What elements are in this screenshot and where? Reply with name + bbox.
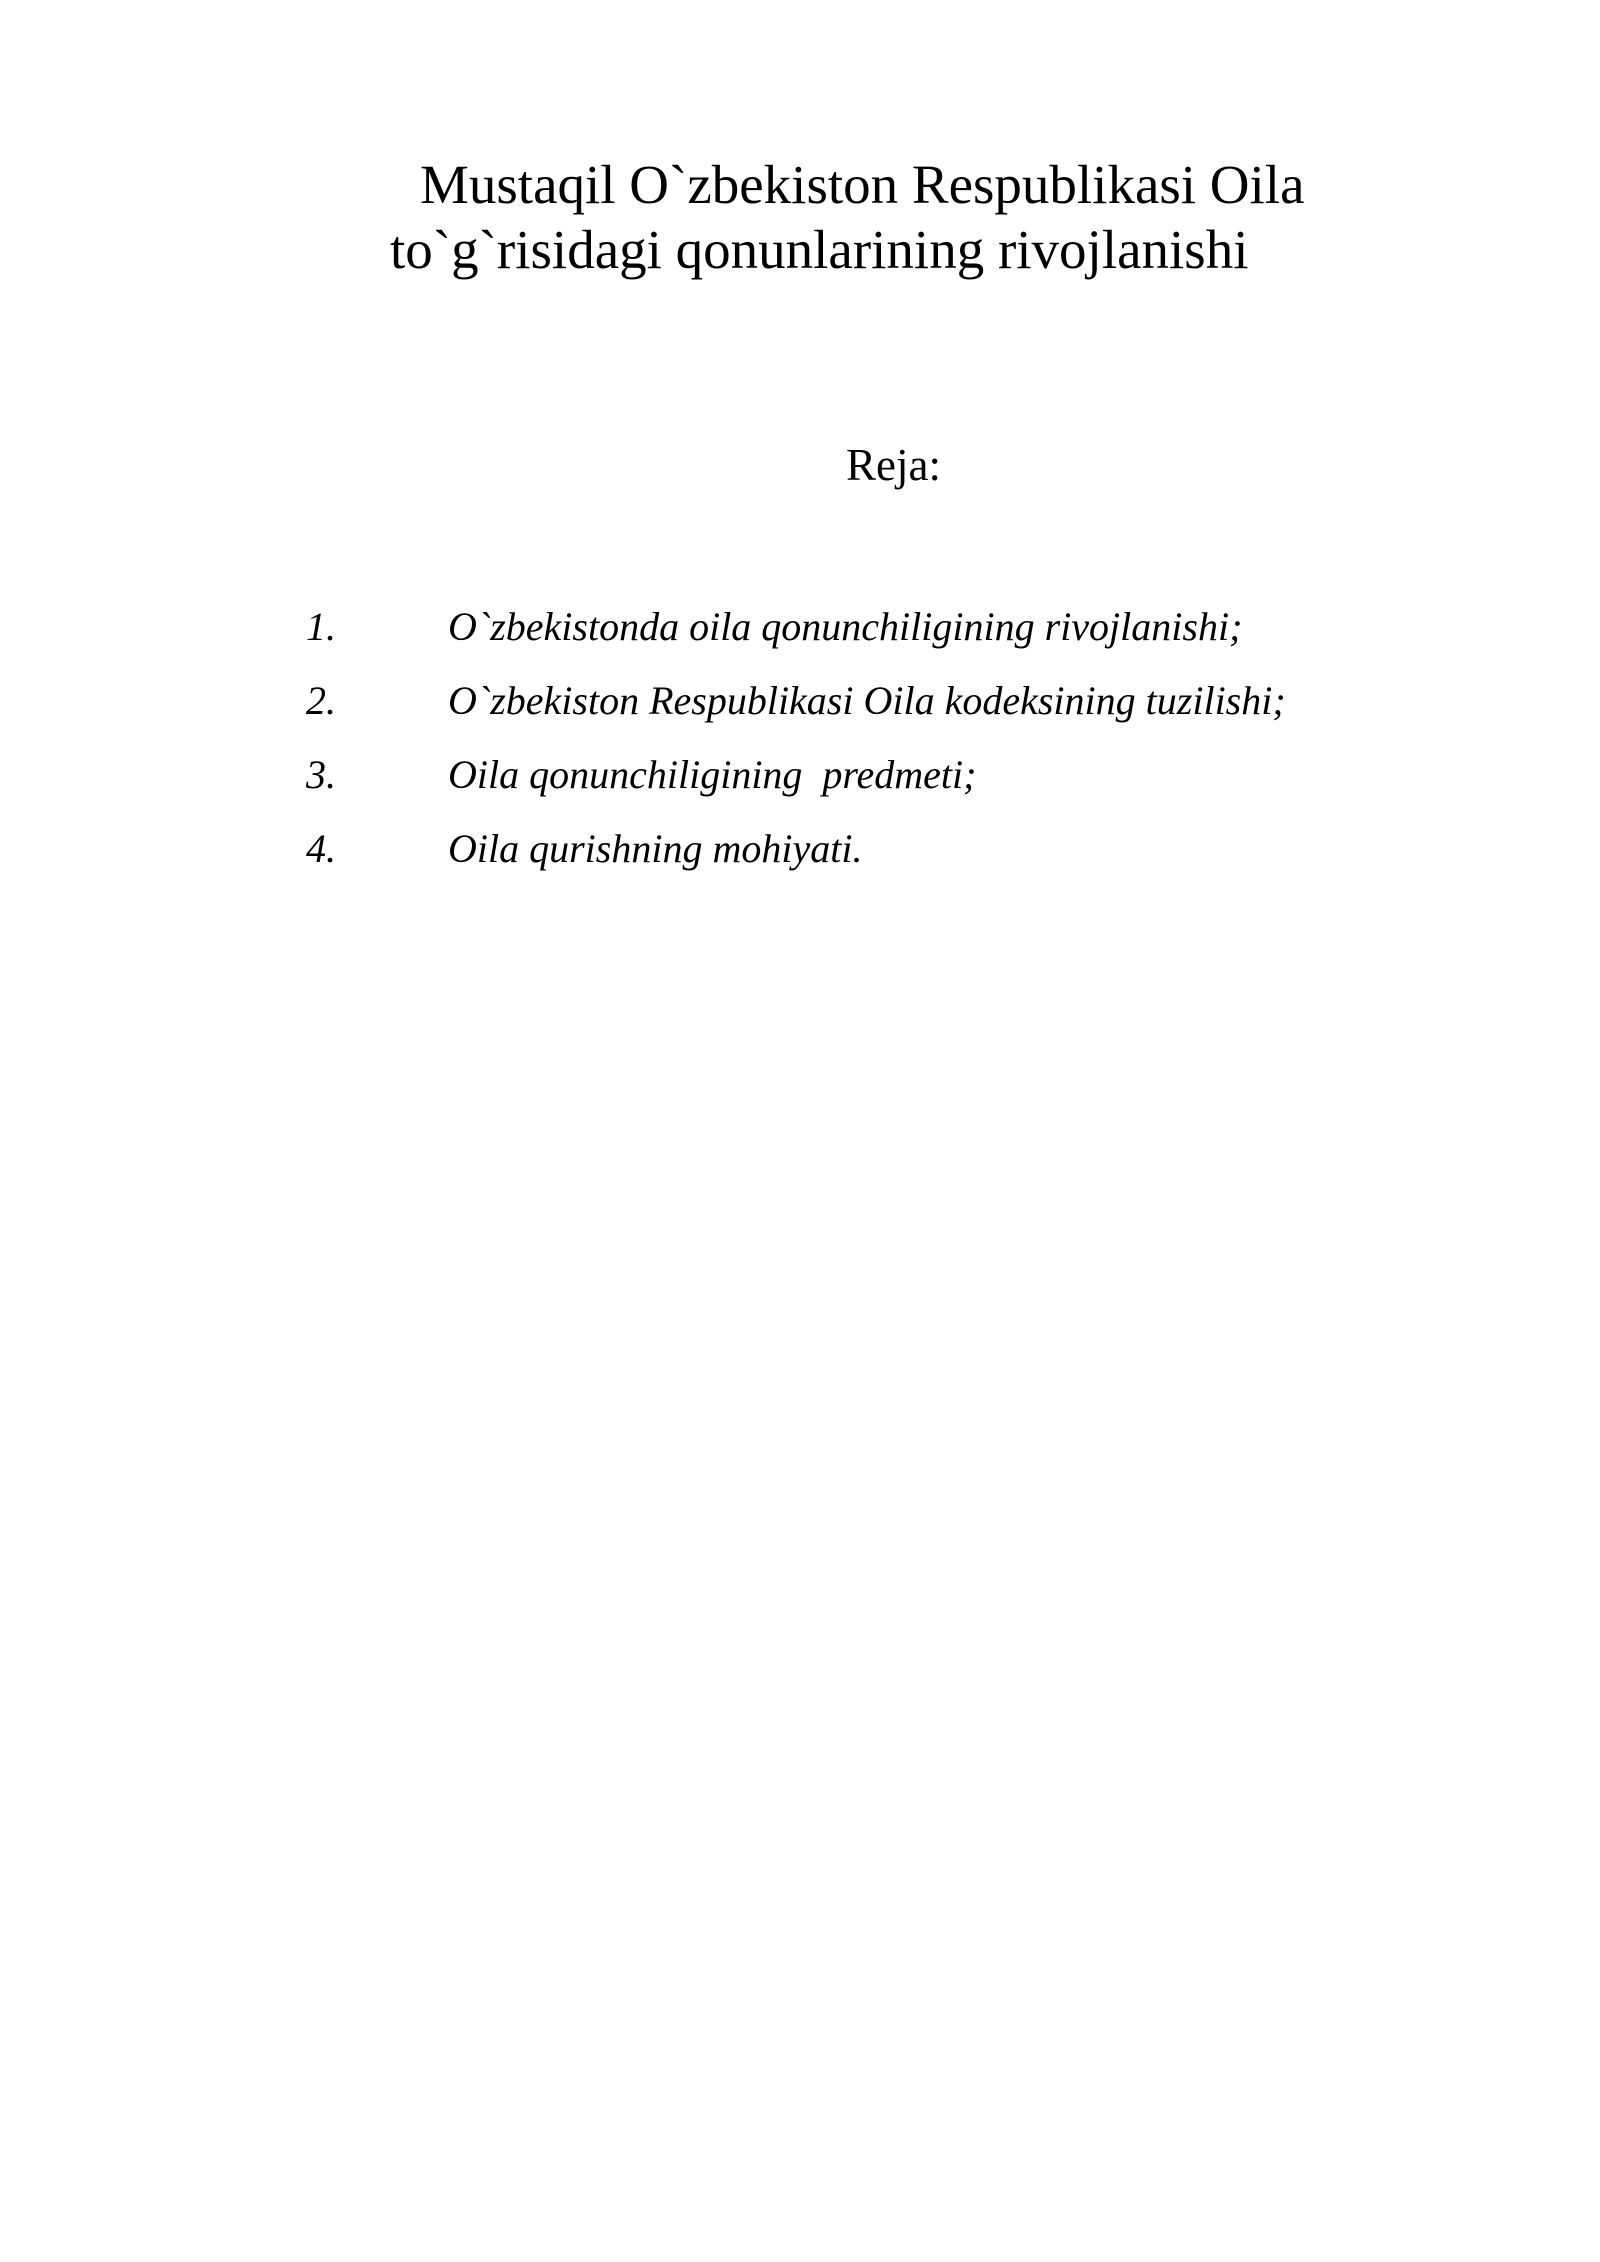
plan-item-text: Oila qonunchiligining predmeti; [448,752,977,797]
document-title [390,152,1440,282]
plan-item-number: 4. [306,826,336,871]
plan-item [0,674,1600,748]
plan-item-number: 3. [306,752,336,797]
plan-item [0,600,1600,674]
plan-item-text: O`zbekiston Respublikasi Oila kodeksining tuzilishi; [448,678,1286,723]
title-line-1: Mustaqil O`zbekiston Respublikasi Oila [420,154,1305,215]
plan-item [0,748,1600,822]
plan-item [0,822,1600,896]
plan-item-number: 2. [306,678,336,723]
plan-list [0,600,1600,896]
plan-item-text: O`zbekistonda oila qonunchiligining rivojlanishi; [448,604,1243,649]
plan-item-number: 1. [306,604,336,649]
plan-heading: Reja: [846,440,941,490]
plan-item-text: Oila qurishning mohiyati. [448,826,863,871]
title-line-2: to`g`risidagi qonunlarining rivojlanishi [390,219,1249,280]
